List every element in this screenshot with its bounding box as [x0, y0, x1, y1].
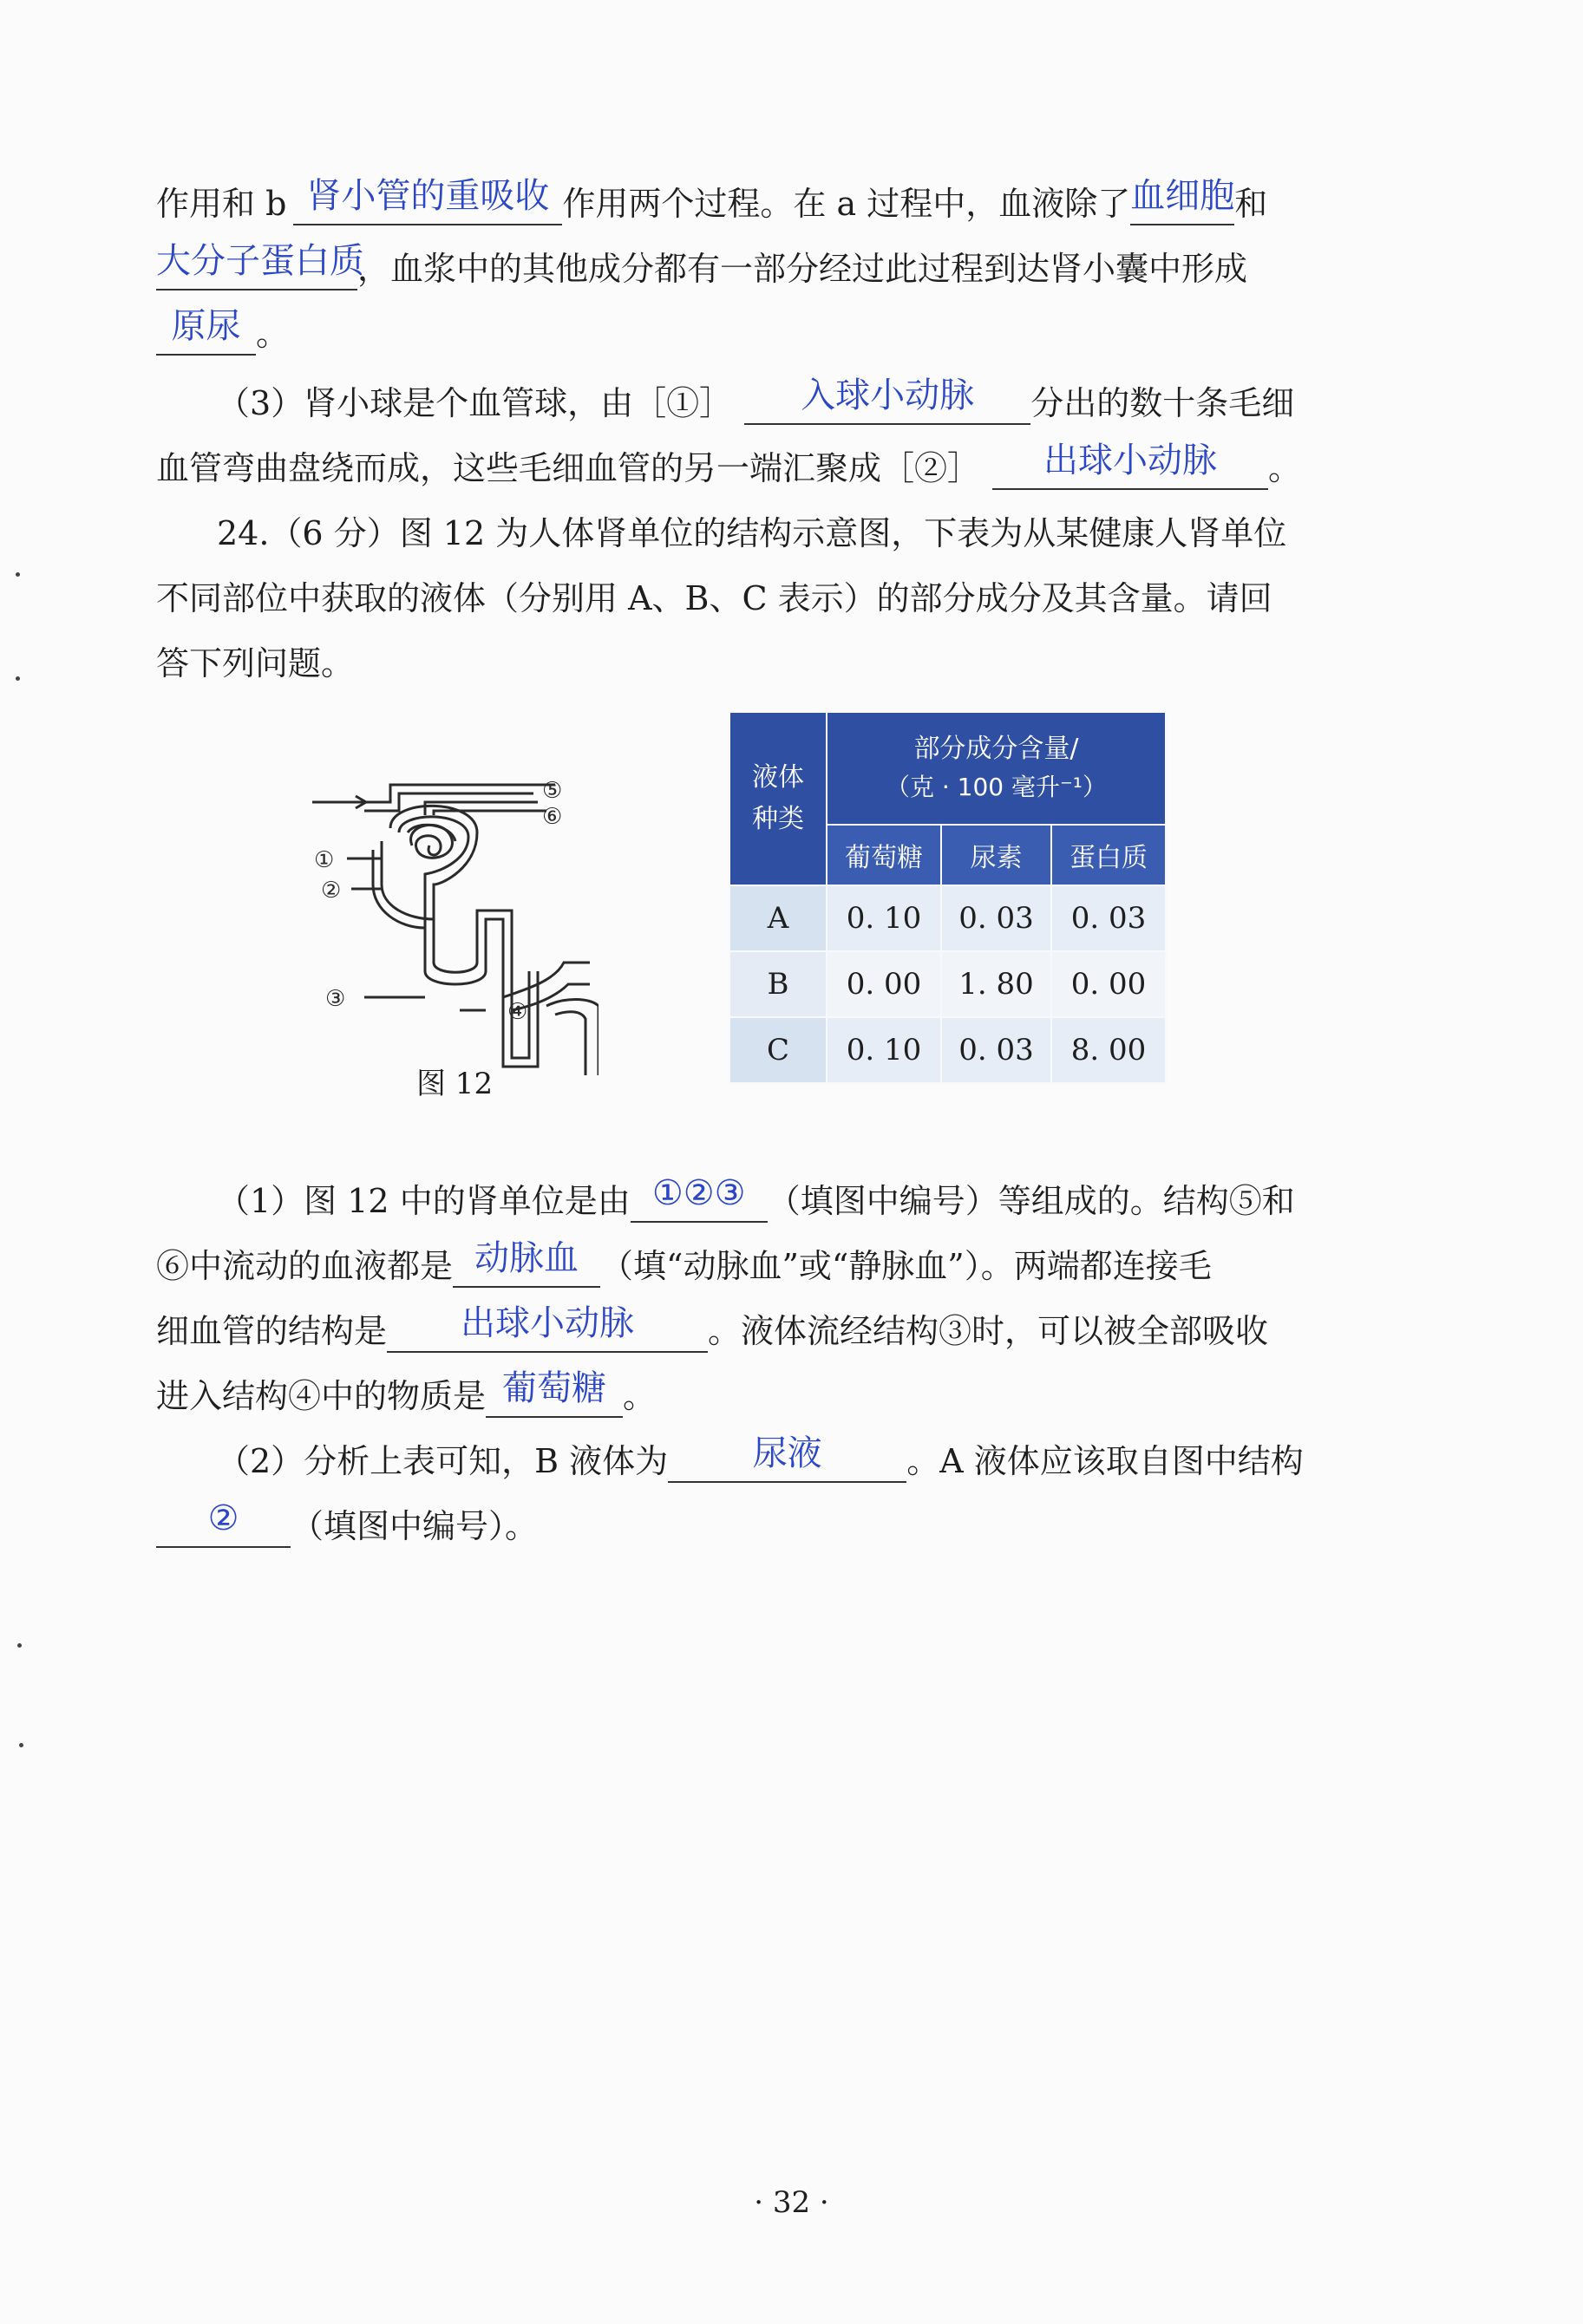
text-line — [156, 306, 1336, 356]
table-cell: 8. 00 — [1051, 1017, 1166, 1083]
handwritten-answer: ①②③ — [651, 1173, 746, 1213]
handwritten-answer: 动脉血 — [474, 1238, 579, 1278]
answer-blank — [744, 375, 1030, 425]
text-line — [156, 241, 1336, 290]
handwritten-answer: ② — [207, 1498, 239, 1538]
row-label: C — [729, 1017, 827, 1083]
text: 分出的数十条毛细 — [1030, 384, 1295, 422]
text: （填图中编号）。 — [291, 1507, 539, 1545]
text: 。 — [1268, 449, 1302, 487]
text: ⑥中流动的血液都是 — [156, 1247, 454, 1285]
answer-blank — [387, 1303, 708, 1353]
header-text: （克 · 100 毫升⁻¹） — [885, 773, 1108, 801]
nephron-diagram — [304, 763, 599, 1075]
text-line — [156, 1303, 1336, 1353]
answer-blank — [453, 1238, 600, 1288]
label-6: ⑥ — [542, 804, 563, 830]
text: 和 — [1234, 185, 1268, 223]
table-header-fluid — [729, 712, 827, 885]
text: 。 — [623, 1377, 657, 1415]
text: 。液体流经结构③时，可以被全部吸收 — [708, 1312, 1269, 1350]
page-number: · 32 · — [754, 2185, 829, 2220]
label-3: ③ — [325, 986, 346, 1012]
text: （填图中编号）等组成的。结构⑤和 — [767, 1182, 1295, 1220]
table-cell: 0. 03 — [941, 885, 1051, 951]
text: 进入结构④中的物质是 — [156, 1377, 487, 1415]
header-text: 液体 — [752, 762, 804, 793]
composition-table — [729, 711, 1167, 1084]
answer-blank — [156, 241, 364, 290]
text-line — [156, 1498, 1336, 1548]
text: （填“动脉血”或“静脉血”）。两端都连接毛 — [600, 1247, 1212, 1285]
header-text: 部分成分含量/ — [913, 734, 1079, 764]
handwritten-answer: 出球小动脉 — [461, 1303, 635, 1343]
label-4: ④ — [507, 999, 528, 1025]
table-subheader: 葡萄糖 — [827, 825, 941, 885]
handwritten-answer: 葡萄糖 — [502, 1368, 607, 1408]
answer-blank — [668, 1433, 906, 1483]
label-1: ① — [314, 847, 335, 873]
table-cell: 1. 80 — [941, 951, 1051, 1017]
table-cell: 0. 00 — [1051, 951, 1166, 1017]
table-cell: 0. 03 — [941, 1017, 1051, 1083]
question-24-line: 不同部位中获取的液体（分别用 A、B、C 表示）的部分成分及其含量。请回 — [156, 579, 1272, 617]
text: 。A 液体应该取自图中结构 — [906, 1442, 1304, 1480]
scan-mark — [19, 1743, 23, 1747]
text-line — [217, 375, 1336, 425]
row-label: A — [729, 885, 827, 951]
answer-blank — [486, 1368, 623, 1418]
question-24-line: 答下列问题。 — [156, 644, 355, 682]
text: （3）肾小球是个血管球，由［①］ — [217, 384, 733, 422]
table-cell: 0. 00 — [827, 951, 941, 1017]
scan-mark — [17, 1643, 22, 1648]
table-cell: 0. 03 — [1051, 885, 1166, 951]
handwritten-answer: 大分子蛋白质 — [156, 241, 364, 281]
answer-blank — [156, 306, 256, 356]
table-row — [729, 1017, 1166, 1083]
answer-blank — [992, 441, 1268, 490]
efferent-vessel — [425, 802, 538, 815]
table-row — [729, 885, 1166, 951]
text: 血管弯曲盘绕而成，这些毛细血管的另一端汇聚成［②］ — [156, 449, 981, 487]
table-cell: 0. 10 — [827, 885, 941, 951]
text-line — [156, 1238, 1336, 1288]
text: （2）分析上表可知，B 液体为 — [217, 1442, 669, 1480]
answer-blank — [1130, 176, 1235, 225]
text: ，血浆中的其他成分都有一部分经过此过程到达肾小囊中形成 — [357, 250, 1248, 288]
answer-blank — [631, 1173, 768, 1223]
label-5: ⑤ — [542, 778, 563, 804]
text-line — [156, 1368, 1336, 1418]
header-text: 种类 — [752, 804, 804, 834]
text: （1）图 12 中的肾单位是由 — [217, 1182, 631, 1220]
text: 作用和 b — [156, 185, 287, 223]
text-line — [217, 1173, 1336, 1223]
text: 。 — [256, 315, 290, 353]
capillary — [503, 963, 590, 997]
handwritten-answer: 血细胞 — [1130, 176, 1235, 216]
table-row — [729, 951, 1166, 1017]
text: 作用两个过程。在 a 过程中，血液除了 — [562, 185, 1131, 223]
table-cell: 0. 10 — [827, 1017, 941, 1083]
scan-mark — [16, 572, 20, 577]
text-line — [156, 176, 1336, 225]
scan-mark — [16, 676, 20, 681]
text: 细血管的结构是 — [156, 1312, 388, 1350]
text-line — [156, 441, 1336, 490]
table-subheader: 尿素 — [941, 825, 1051, 885]
table-header-group — [827, 712, 1166, 825]
question-24-line: 24.（6 分）图 12 为人体肾单位的结构示意图，下表为从某健康人肾单位 — [217, 514, 1287, 552]
answer-blank — [156, 1498, 291, 1548]
handwritten-answer: 出球小动脉 — [1043, 441, 1218, 480]
handwritten-answer: 尿液 — [752, 1433, 822, 1473]
handwritten-answer: 肾小管的重吸收 — [306, 176, 550, 216]
row-label: B — [729, 951, 827, 1017]
table-subheader: 蛋白质 — [1051, 825, 1166, 885]
handwritten-answer: 入球小动脉 — [801, 375, 975, 415]
text-line — [217, 1433, 1336, 1483]
figure-caption: 图 12 — [416, 1067, 494, 1101]
handwritten-answer: 原尿 — [171, 306, 241, 346]
answer-blank — [293, 176, 562, 225]
label-2: ② — [321, 878, 342, 904]
